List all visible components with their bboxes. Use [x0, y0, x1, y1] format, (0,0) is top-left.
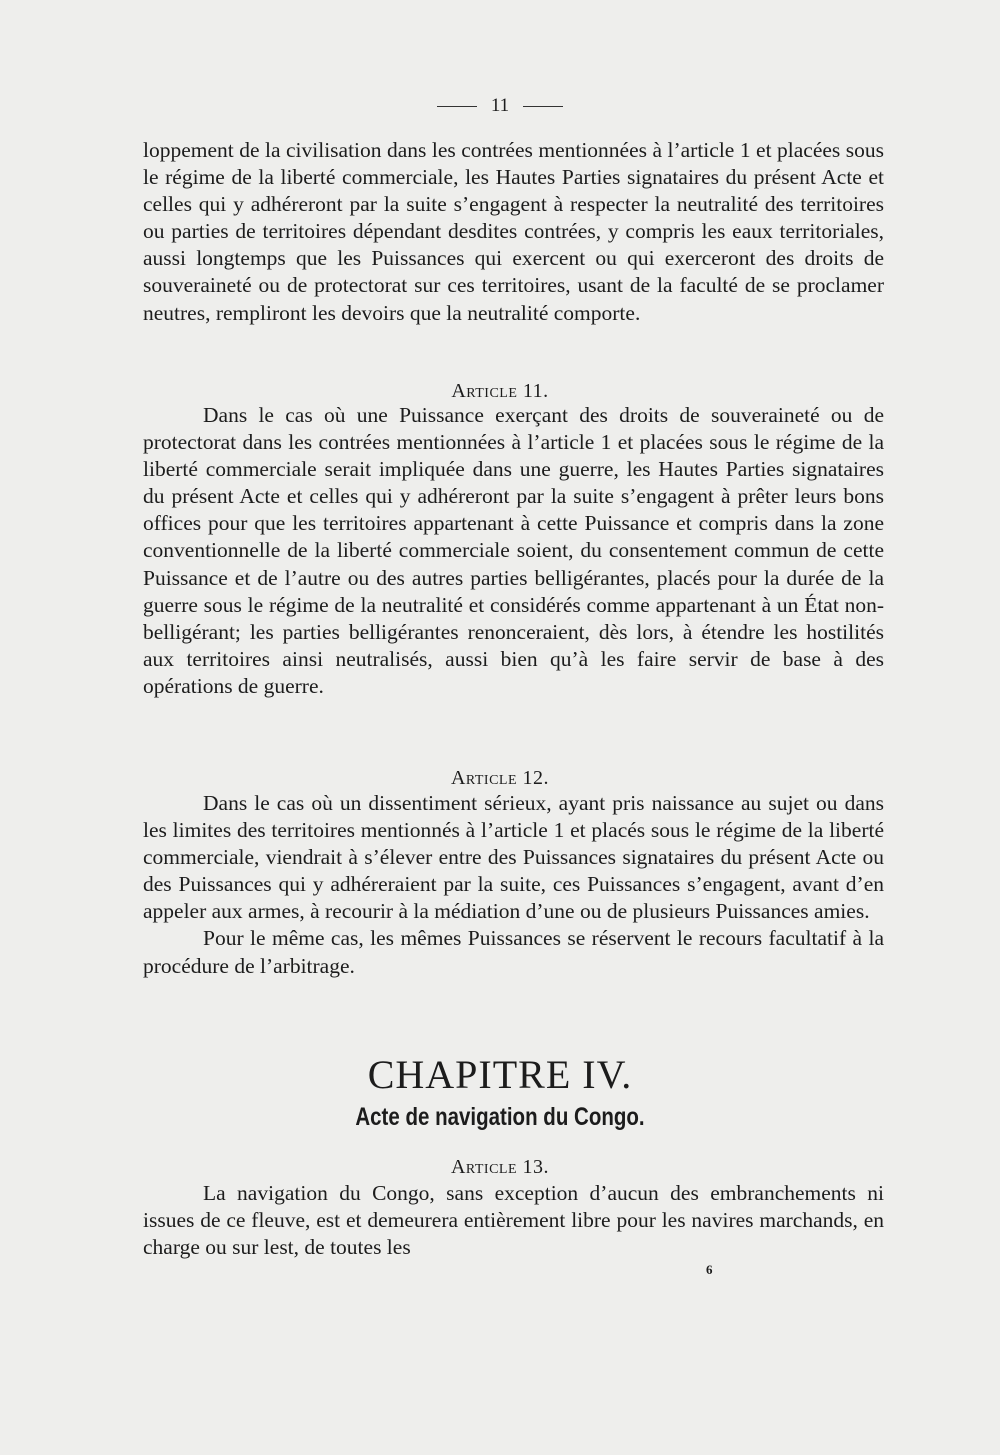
- page-number: [0, 94, 1000, 118]
- intro-paragraph: loppement de la civilisation dans les contrées mentionnées à l’article 1 et placées sous le régime de la liberté commerciale, les Hautes Parties signataires du présent Acte et celles qui y adhéreront par la suite s’engagent à respecter la neutralité des territoires ou parties de territoires dépendant desdites contrées, y compris les eaux territoriales, aussi longtemps que les Puissances qui exercent ou qui exerceront des droits de souveraineté ou de protectorat sur ces territoires, usant de la faculté de se proclamer neutres, rempliront les devoirs que la neutralité comporte.: [143, 138, 884, 325]
- article-12-block: [143, 790, 884, 980]
- article-12-heading: Article 12.: [450, 767, 550, 789]
- article-11-block: [143, 402, 884, 700]
- article-11-text: Dans le cas où une Puissance exerçant des droits de souveraineté ou de protectorat dans les contrées mentionnées à l’article 1 et placées sous le régime de la liberté commerciale serait impliquée dans une guerre, les Hautes Parties signataires du présent Acte et celles qui y adhéreront par la suite s’engagent à prêter leurs bons offices pour que les territoires appartenant à cette Puissance et compris dans la zone conventionnelle de la liberté commerciale soient, du consentement commun de cette Puissance et de l’autre ou des autres parties belligérantes, placés pour la durée de la guerre sous le régime de la neutralité et considérés comme appartenant à un État non-belligérant; les parties belligérantes renonceraient, dès lors, à étendre les hostilités aux territoires ainsi neutralisés, aussi bien qu’à les faire servir de base à des opérations de guerre.: [143, 403, 884, 698]
- article-13-block: [143, 1180, 884, 1261]
- page-number-text: 11: [490, 95, 510, 116]
- chapter-subtitle: Acte de navigation du Congo.: [355, 1103, 645, 1131]
- article-12-text-1: Dans le cas où un dissentiment sérieux, ayant pris naissance au sujet ou dans les limites des territoires mentionnés à l’article 1 et placés sous le régime de la liberté commerciale, viendrait à s’élever entre des Puissances signataires du présent Acte ou des Puissances qui y adhéreraient par la suite, ces Puissances s’engagent, avant d’en appeler aux armes, à recourir à la médiation d’une ou de plusieurs Puissances amies.: [143, 791, 884, 924]
- article-11-heading: Article 11.: [451, 380, 549, 402]
- page-number-rule-right: [523, 106, 563, 107]
- page-number-rule-left: [437, 106, 477, 107]
- article-12-text-2: Pour le même cas, les mêmes Puissances se réservent le recours facultatif à la procédure de l’arbitrage.: [143, 926, 884, 978]
- intro-paragraph-block: [143, 137, 884, 327]
- article-13-heading: Article 13.: [450, 1156, 550, 1178]
- article-13-text: La navigation du Congo, sans exception d’aucun des embranchements ni issues de ce fleuve, est et demeurera entièrement libre pour les navires marchands, en charge ou sur lest, de toutes les: [143, 1181, 884, 1260]
- signature-mark: 6: [706, 1262, 713, 1277]
- chapter-title: CHAPITRE IV.: [367, 1052, 633, 1097]
